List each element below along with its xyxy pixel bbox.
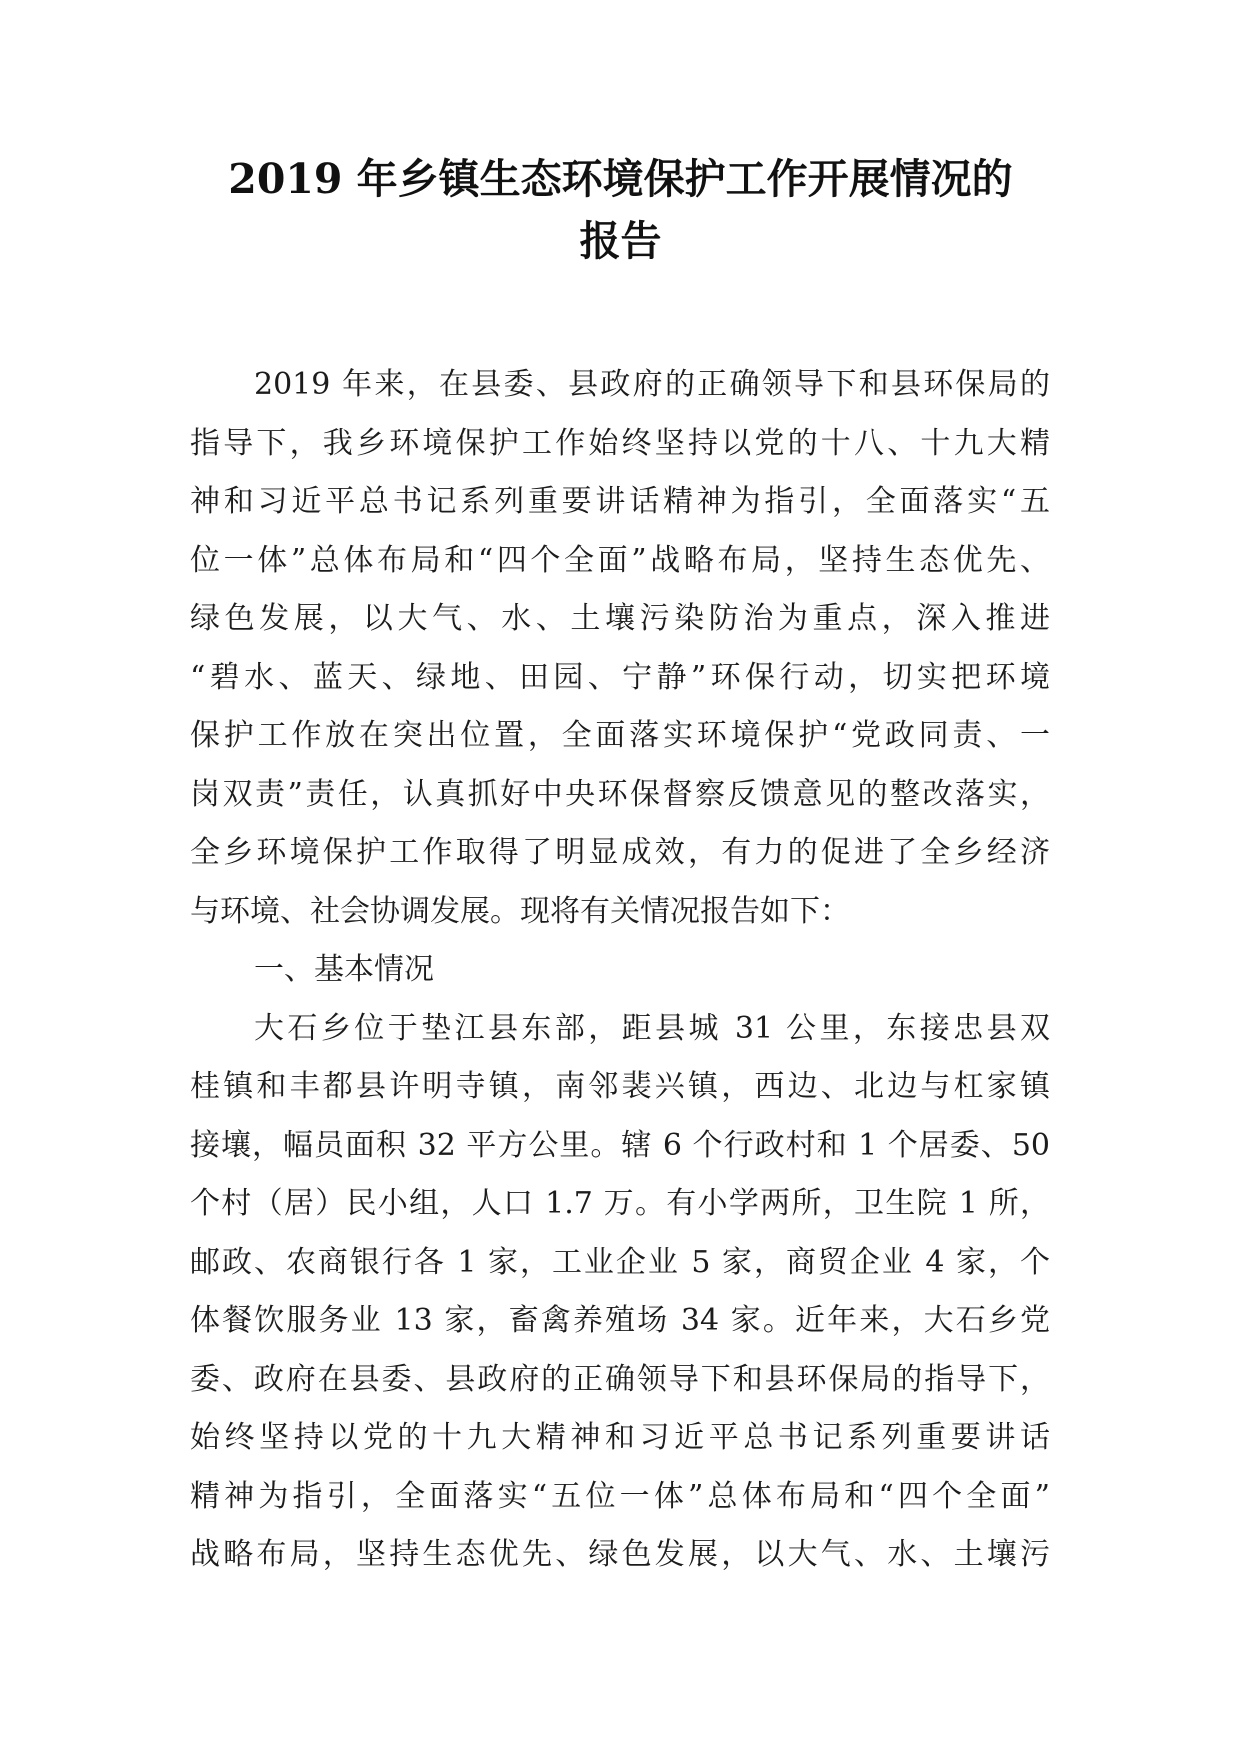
section-heading: 一、基本情况 [254, 952, 434, 987]
paragraph-line: 体餐饮服务业 13 家，畜禽养殖场 34 家。近年来，大石乡党 [190, 1303, 1050, 1338]
paragraph-line: 接壤，幅员面积 32 平方公里。辖 6 个行政村和 1 个居委、50 [190, 1127, 1050, 1163]
title-line-2: 报告 [579, 217, 662, 265]
paragraph-line: 始终坚持以党的十九大精神和习近平总书记系列重要讲话 [190, 1420, 1050, 1455]
paragraph-line: 2019 年来，在县委、县政府的正确领导下和县环保局的 [254, 367, 1050, 402]
title-line-1: 2019 年乡镇生态环境保护工作开展情况的 [228, 155, 1013, 203]
paragraph-line: 全乡环境保护工作取得了明显成效，有力的促进了全乡经济 [190, 835, 1050, 870]
paragraph-line: 精神为指引，全面落实“五位一体”总体布局和“四个全面” [190, 1478, 1050, 1514]
paragraph-line: 大石乡位于垫江县东部，距县城 31 公里，东接忠县双 [254, 1010, 1050, 1046]
document-body [190, 356, 1050, 1585]
paragraph-line: 岗双责”责任，认真抓好中央环保督察反馈意见的整改落实， [190, 776, 1050, 812]
paragraph-line: 桂镇和丰都县许明寺镇，南邻裴兴镇，西边、北边与杠家镇 [190, 1069, 1050, 1104]
paragraph-line: “碧水、蓝天、绿地、田园、宁静”环保行动，切实把环境 [190, 659, 1050, 695]
paragraph-line: 绿色发展，以大气、水、土壤污染防治为重点，深入推进 [190, 601, 1050, 636]
paragraph-line: 战略布局，坚持生态优先、绿色发展，以大气、水、土壤污 [190, 1537, 1050, 1572]
paragraph-line: 邮政、农商银行各 1 家，工业企业 5 家，商贸企业 4 家，个 [190, 1244, 1050, 1280]
paragraph-line: 保护工作放在突出位置，全面落实环境保护“党政同责、一 [190, 718, 1050, 753]
paragraph-line: 位一体”总体布局和“四个全面”战略布局，坚持生态优先、 [190, 542, 1050, 578]
paragraph-line: 个村（居）民小组，人口 1.7 万。有小学两所，卫生院 1 所， [190, 1186, 1050, 1221]
paragraph-line: 委、政府在县委、县政府的正确领导下和县环保局的指导下， [190, 1361, 1050, 1397]
document-title [160, 148, 1081, 272]
paragraph-line: 神和习近平总书记系列重要讲话精神为指引，全面落实“五 [190, 484, 1050, 519]
paragraph-line: 与环境、社会协调发展。现将有关情况报告如下： [190, 893, 850, 929]
paragraph-line: 指导下，我乡环境保护工作始终坚持以党的十八、十九大精 [190, 425, 1050, 461]
